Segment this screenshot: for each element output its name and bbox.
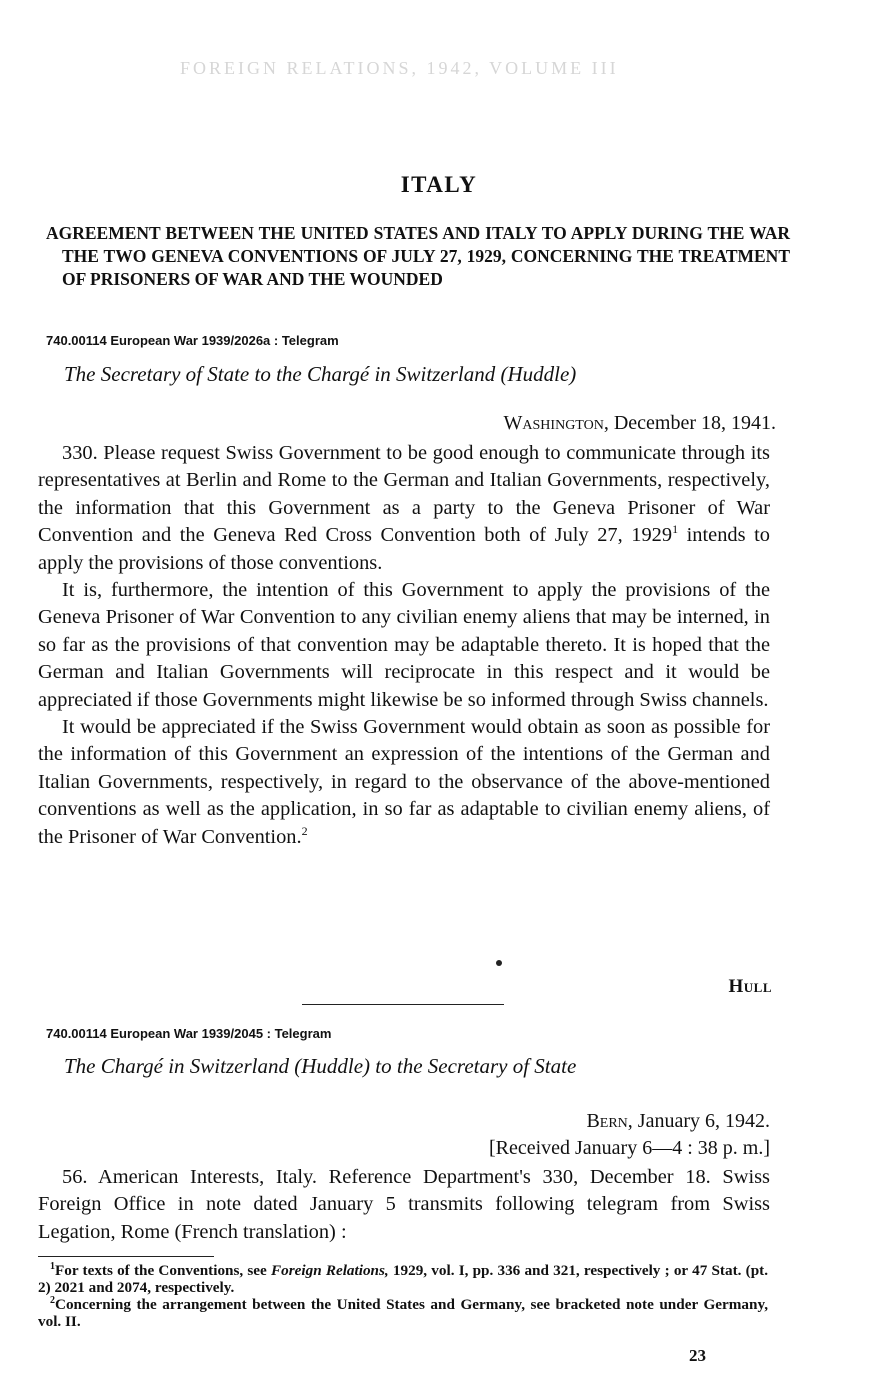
file-reference-2: 740.00114 European War 1939/2045 : Telegram <box>46 1026 332 1041</box>
footnotes <box>38 1262 768 1330</box>
footnote-text: 1929, vol. I, pp. 336 and 321, respectively ; or 47 Stat. (pt. 2) 2021 and 2074, respectively. <box>38 1262 768 1296</box>
footnote-text: For texts of the Conventions, see <box>55 1262 271 1279</box>
section-divider <box>302 1004 504 1005</box>
page-title: ITALY <box>400 172 478 197</box>
paragraph-1 <box>38 440 770 577</box>
file-reference-1: 740.00114 European War 1939/2026a : Telegram <box>46 333 339 348</box>
document-body-2 <box>38 1164 770 1246</box>
dateline-date: December 18, 1941. <box>608 412 776 434</box>
footnote-mark: 2 <box>50 1294 55 1306</box>
dateline-2 <box>586 1110 770 1133</box>
dateline-date: January 6, 1942. <box>632 1110 770 1132</box>
paragraph-1-text-a: 330. Please request Swiss Government to be good enough to communicate through its representatives at Berlin and Rome to the German and Italian Governments, respectively, the information that this Government as a party to the Geneva Prisoner of War Convention and the Geneva Red Cross Convention both of July 27, 1929 <box>38 442 770 547</box>
paragraph-3-text: It would be appreciated if the Swiss Government would obtain as soon as possible for the information of this Government an expression of the intentions of the German and Italian Governments, respectively, in regard to the observance of the above-mentioned conventions as well as the application, in so far as adaptable to civilian enemy aliens, of the Prisoner of War Convention. <box>38 716 770 848</box>
footnote-italic-text: Foreign Relations, <box>271 1262 389 1279</box>
paragraph-1-text-b: intends to apply the provisions of those conventions. <box>38 524 770 574</box>
paragraph-3 <box>38 714 770 851</box>
ink-dot <box>496 960 502 966</box>
signature: Hull <box>728 976 772 997</box>
dateline-place: Washington, <box>503 412 609 434</box>
document-heading-2: The Chargé in Switzerland (Huddle) to the Secretary of State <box>64 1054 577 1078</box>
document-heading-1: The Secretary of State to the Chargé in Switzerland (Huddle) <box>64 362 577 386</box>
footnote-ref-1[interactable]: 1 <box>672 522 679 537</box>
dateline-1 <box>504 412 776 435</box>
page-number: 23 <box>689 1346 706 1365</box>
dateline-place: Bern, <box>586 1110 633 1132</box>
paragraph-4: 56. American Interests, Italy. Reference Department's 330, December 18. Swiss Foreign Office in note dated January 5 transmits following telegram from Swiss Legation, Rome (French translation) : <box>38 1166 770 1243</box>
running-head-bleed-through: FOREIGN RELATIONS, 1942, VOLUME III <box>180 58 619 78</box>
received-line: [Received January 6—4 : 38 p. m.] <box>488 1137 770 1159</box>
footnote-1 <box>38 1262 768 1296</box>
footnote-rule <box>38 1256 214 1257</box>
footnote-text: Concerning the arrangement between the United States and Germany, see bracketed note under Germany, vol. II. <box>38 1296 768 1330</box>
paragraph-2: It is, furthermore, the intention of this Government to apply the provisions of the Geneva Prisoner of War Convention to any civilian enemy aliens that may be interned, in so far as the provisions of that convention may be adaptable thereto. It is hoped that the German and Italian Governments will reciprocate in this respect and it would be appreciated if those Governments might likewise be so informed through Swiss channels. <box>38 579 770 711</box>
footnote-ref-2[interactable]: 2 <box>301 823 308 838</box>
agreement-heading: AGREEMENT BETWEEN THE UNITED STATES AND ITALY TO APPLY DURING THE WAR THE TWO GENEVA CONVENTIONS OF JULY 27, 1929, CONCERNING THE TREATMENT OF PRISONERS OF WAR AND THE WOUNDED <box>46 223 790 289</box>
footnote-2 <box>38 1296 768 1330</box>
document-body-1 <box>38 440 770 851</box>
footnote-mark: 1 <box>50 1260 55 1272</box>
